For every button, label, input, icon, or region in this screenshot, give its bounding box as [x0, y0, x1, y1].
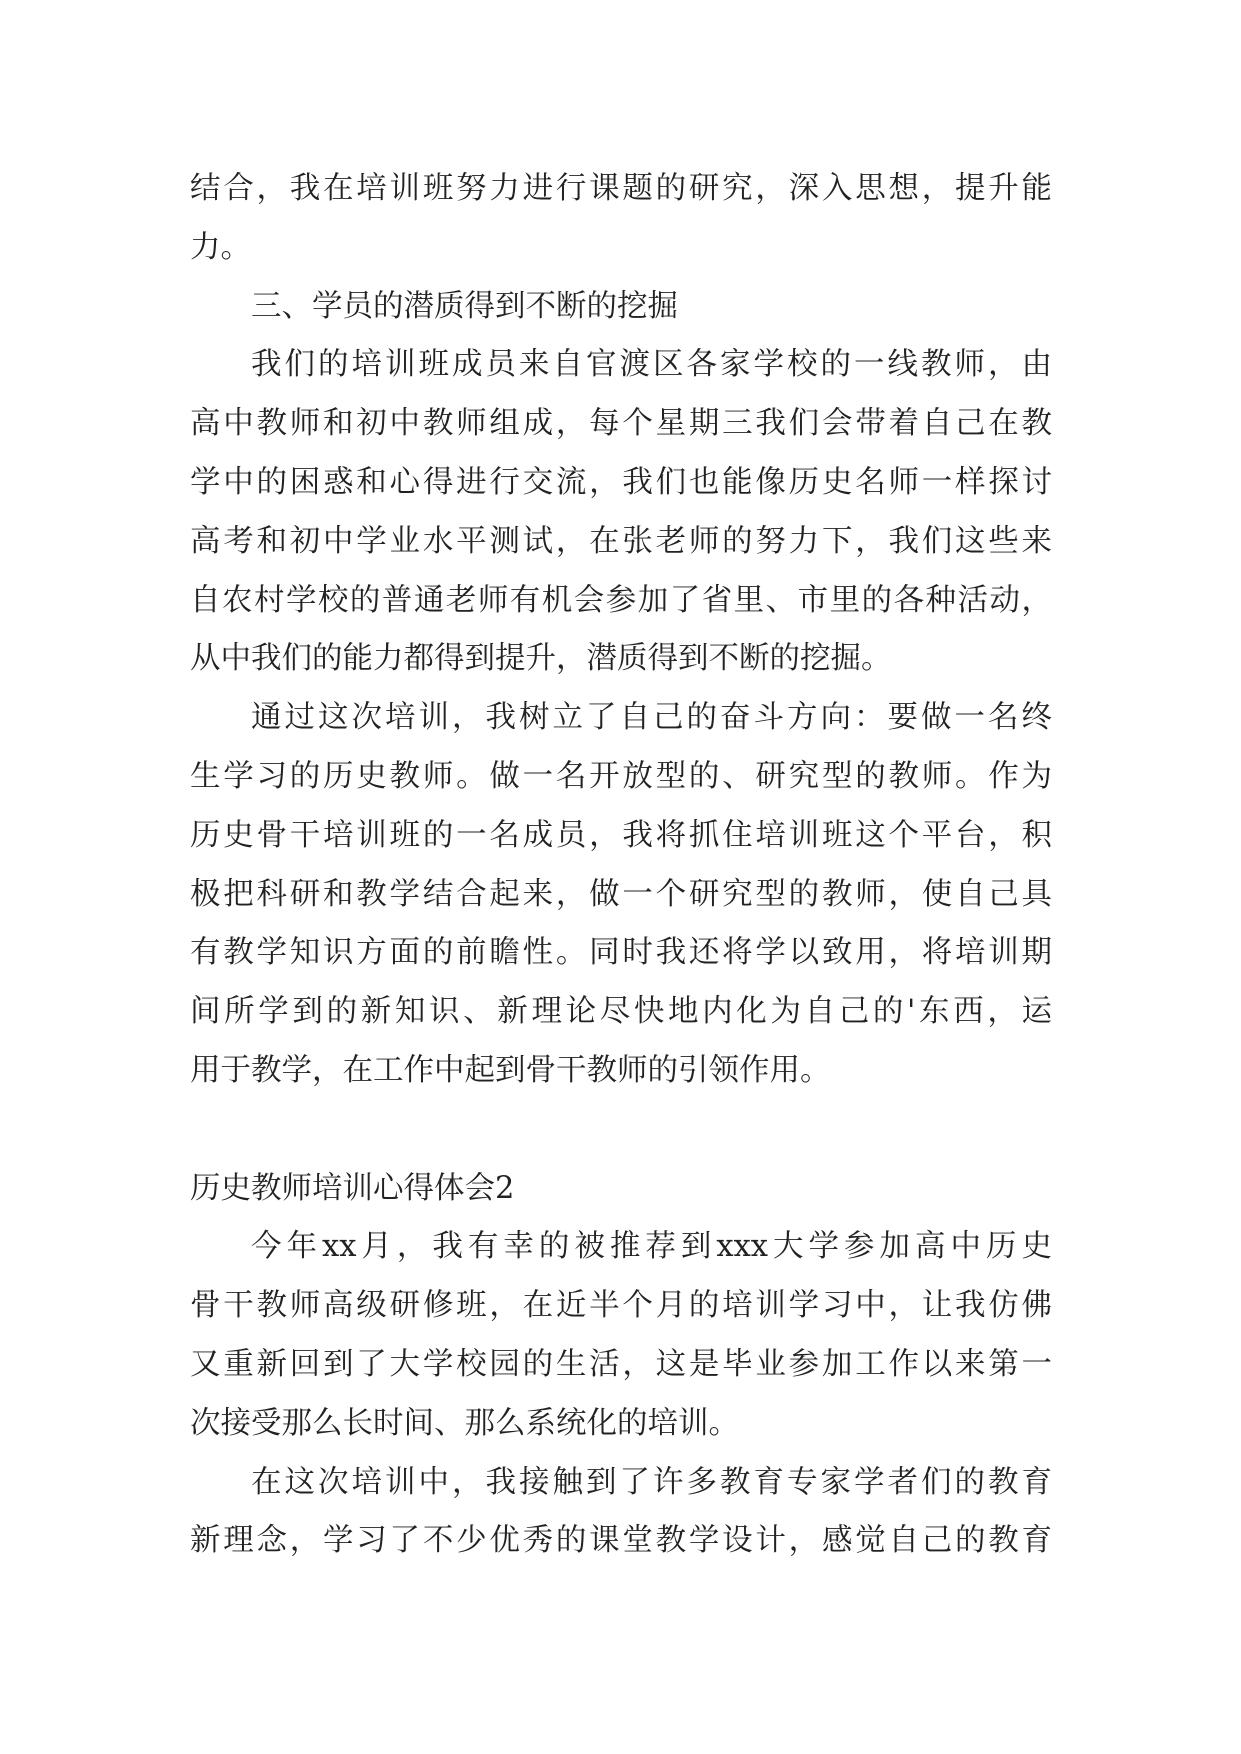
- article-title: 历史教师培训心得体会2: [190, 1170, 515, 1206]
- paragraph-line: 间所学到的新知识、新理论尽快地内化为自己的'东西，运: [190, 994, 1052, 1030]
- paragraph-line: 通过这次培训，我树立了自己的奋斗方向：要做一名终: [251, 700, 1052, 736]
- paragraph-line: 力。: [190, 229, 251, 265]
- paragraph-line: 学中的困惑和心得进行交流，我们也能像历史名师一样探讨: [190, 464, 1052, 500]
- paragraph-line: 自农村学校的普通老师有机会参加了省里、市里的各种活动，: [190, 582, 1052, 618]
- paragraph-line: 从中我们的能力都得到提升，潜质得到不断的挖掘。: [190, 641, 892, 677]
- paragraph-line: 新理念，学习了不少优秀的课堂教学设计，感觉自己的教育: [190, 1523, 1052, 1559]
- paragraph-line: 次接受那么长时间、那么系统化的培训。: [190, 1405, 739, 1441]
- paragraph-line: 高中教师和初中教师组成，每个星期三我们会带着自己在教: [190, 406, 1052, 442]
- paragraph-line: 在这次培训中，我接触到了许多教育专家学者们的教育: [251, 1464, 1052, 1500]
- paragraph-line: 历史骨干培训班的一名成员，我将抓住培训班这个平台，积: [190, 817, 1052, 853]
- section-heading: 三、学员的潜质得到不断的挖掘: [251, 288, 678, 324]
- paragraph-line: 生学习的历史教师。做一名开放型的、研究型的教师。作为: [190, 758, 1052, 794]
- paragraph-line: 我们的培训班成员来自官渡区各家学校的一线教师，由: [251, 347, 1052, 383]
- paragraph-line: 极把科研和教学结合起来，做一个研究型的教师，使自己具: [190, 876, 1052, 912]
- document-body: [190, 160, 1052, 1571]
- paragraph-line: 结合，我在培训班努力进行课题的研究，深入思想，提升能: [190, 171, 1052, 206]
- paragraph-line: 今年xx月，我有幸的被推荐到xxx大学参加高中历史: [251, 1229, 1052, 1265]
- paragraph-line: 有教学知识方面的前瞻性。同时我还将学以致用，将培训期: [190, 935, 1052, 971]
- paragraph-line: 骨干教师高级研修班，在近半个月的培训学习中，让我仿佛: [190, 1288, 1052, 1324]
- paragraph-line: 高考和初中学业水平测试，在张老师的努力下，我们这些来: [190, 523, 1052, 559]
- paragraph-gap: [190, 1101, 1052, 1160]
- paragraph-line: 又重新回到了大学校园的生活，这是毕业参加工作以来第一: [190, 1346, 1052, 1382]
- paragraph-line: 用于教学，在工作中起到骨干教师的引领作用。: [190, 1052, 831, 1088]
